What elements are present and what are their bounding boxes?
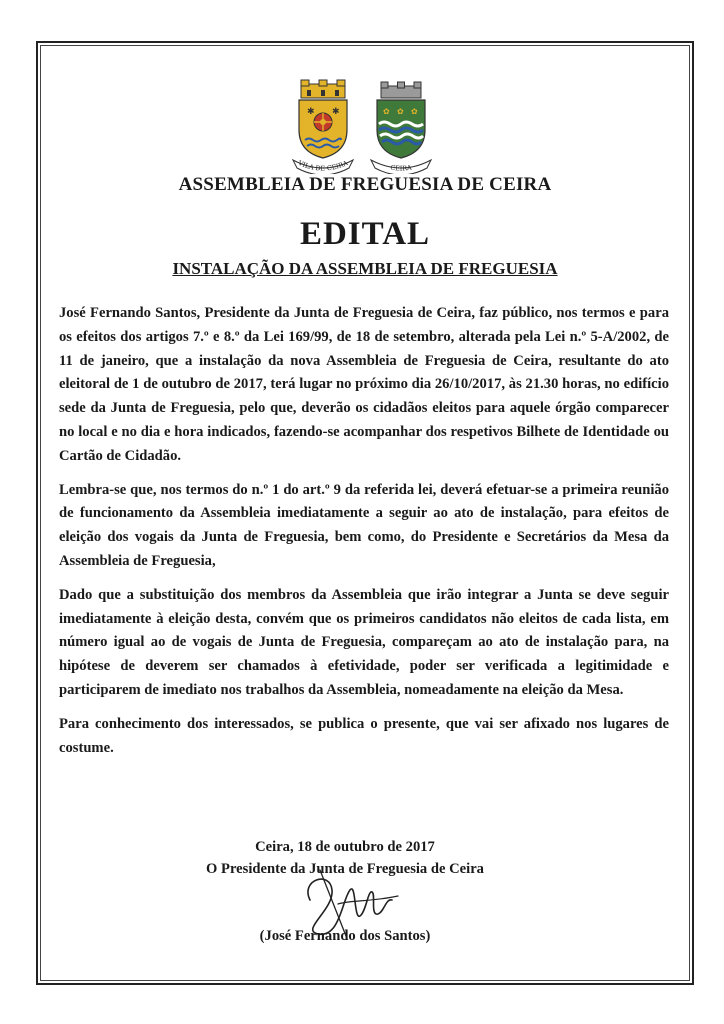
paragraph-announcement: José Fernando Santos, Presidente da Junta de Freguesia de Ceira, faz público, nos termos e para os efeitos dos artigos 7.º e 8.º da Lei 169/99, de 18 de setembro, alterada pela Lei n.º 5-A/2002, de 11 de janeiro, que a instalação da nova Assembleia de Freguesia de Ceira, resultante do ato eleitoral de 1 de outubro de 2017, terá lugar no próximo dia 26/10/2017, às 21.30 horas, no edifício sede da Junta de Freguesia, pelo que, deverão os cidadãos eleitos para aquele órgão comparecer no local e no dia e hora indicados, fazendo-se acompanhar dos respetivos Bilhete de Identidade ou Cartão de Cidadão. bbox=[59, 305, 669, 464]
svg-text:✱: ✱ bbox=[307, 107, 315, 117]
signatory-name: (José Fernando dos Santos) bbox=[259, 928, 431, 944]
paragraph-first-meeting: Lembra-se que, nos termos do n.º 1 do art.º 9 da referida lei, deverá efetuar-se a primeira reunião de funcionamento da Assembleia imediatamente a seguir ao ato de instalação, para efeitos de eleição dos vogais da Junta de Freguesia, bem como, do Presidente e Secretários da Mesa da Assembleia de Freguesia, bbox=[59, 481, 669, 569]
document-subtitle: INSTALAÇÃO DA ASSEMBLEIA DE FREGUESIA bbox=[172, 259, 558, 278]
svg-text:✿: ✿ bbox=[383, 107, 390, 116]
svg-text:✿: ✿ bbox=[397, 107, 404, 116]
paragraph-substitution: Dado que a substituição dos membros da Assembleia que irão integrar a Junta se deve seguir imediatamente à eleição desta, convém que os primeiros candidatos não eleitos de cada lista, em número igual ao de vogais de Junta de Freguesia, compareçam ao ato de instalação para, na hipótese de deverem ser chamados à efetividade, poder ser verificada a legitimidade e participarem de imediato nos trabalhos da Assembleia, nomeadamente na eleição da Mesa. bbox=[59, 586, 669, 698]
paragraph-publication: Para conhecimento dos interessados, se publica o presente, que vai ser afixado nos lugares de costume. bbox=[59, 715, 669, 756]
crests-row bbox=[0, 78, 724, 174]
document-body bbox=[59, 302, 669, 770]
svg-text:CEIRA bbox=[390, 163, 413, 172]
assembly-title: ASSEMBLEIA DE FREGUESIA DE CEIRA bbox=[178, 174, 552, 195]
closing-place-date: Ceira, 18 de outubro de 2017 bbox=[255, 839, 435, 855]
crest-motto-left: VILA DE CEIRA bbox=[296, 158, 350, 173]
closing-role: O Presidente da Junta de Freguesia de Ceira bbox=[206, 861, 484, 877]
document-title: EDITAL bbox=[299, 216, 431, 252]
vila-de-ceira-coat-of-arms-icon bbox=[287, 78, 359, 174]
crest-motto-right: CEIRA bbox=[389, 163, 413, 173]
svg-text:✿: ✿ bbox=[411, 107, 418, 116]
ceira-coat-of-arms-icon bbox=[365, 78, 437, 174]
svg-text:✱: ✱ bbox=[332, 107, 340, 117]
